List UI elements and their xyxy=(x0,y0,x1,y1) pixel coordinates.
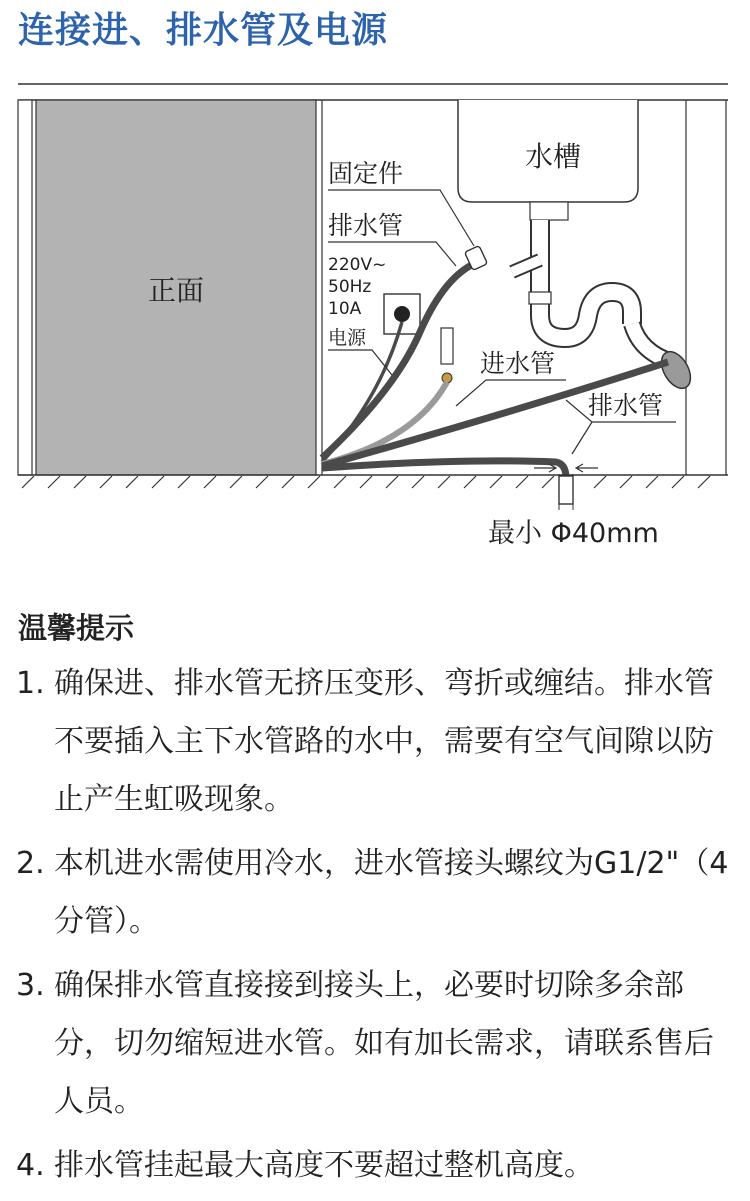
fixer-label: 固定件 xyxy=(328,159,404,188)
diameter-arrow-right xyxy=(576,464,598,472)
sink-label: 水槽 xyxy=(524,140,582,173)
sink-outlet xyxy=(530,202,568,220)
tip-number: 2. xyxy=(16,846,45,881)
tip-item xyxy=(16,957,741,1131)
page-title: 连接进、排水管及电源 xyxy=(18,10,389,51)
inlet-hose-label: 进水管 xyxy=(480,349,556,378)
tip-item xyxy=(16,1137,741,1195)
front-label: 正面 xyxy=(147,274,205,307)
drain-hose-floor-leader xyxy=(572,422,592,454)
inlet-valve xyxy=(441,328,453,364)
installation-diagram xyxy=(0,70,750,570)
power-spec-frequency: 50Hz xyxy=(328,277,372,297)
inlet-connector xyxy=(442,373,452,383)
drain-pipe-collar xyxy=(529,292,551,304)
tip-text: 确保进、排水管无挤压变形、弯折或缠结。排水管不要插入主下水管路的水中，需要有空气间隙以防止产生虹吸现象。 xyxy=(54,666,714,817)
cabinet-left-wall xyxy=(18,100,32,475)
drain-hose-label-right: 排水管 xyxy=(588,391,664,420)
tip-item xyxy=(16,655,741,829)
drain-hose-label-top: 排水管 xyxy=(328,211,404,240)
power-spec-voltage: 220V~ xyxy=(328,255,387,275)
tip-text: 排水管挂起最大高度不要超过整机高度。 xyxy=(54,1148,594,1183)
tip-number: 1. xyxy=(16,666,45,701)
min-diameter-label: 最小 Φ40mm xyxy=(488,518,659,549)
power-label: 电源 xyxy=(328,327,367,349)
tip-text: 本机进水需使用冷水，进水管接头螺纹为G1/2"（4分管）。 xyxy=(54,846,729,939)
tips-list xyxy=(16,655,741,1201)
floor-drain-pipe xyxy=(559,476,573,504)
tip-number: 4. xyxy=(16,1148,45,1183)
power-socket-hole xyxy=(394,306,410,322)
drain-hose-floor xyxy=(322,461,566,492)
tip-number: 3. xyxy=(16,968,45,1003)
power-spec-current: 10A xyxy=(328,299,362,319)
tip-text: 确保排水管直接接到接头上，必要时切除多余部分，切勿缩短进水管。如有加长需求，请联系售后人员。 xyxy=(54,968,714,1119)
tip-item xyxy=(16,835,741,951)
tips-heading: 温馨提示 xyxy=(18,611,135,645)
floor-hatching xyxy=(22,476,710,488)
